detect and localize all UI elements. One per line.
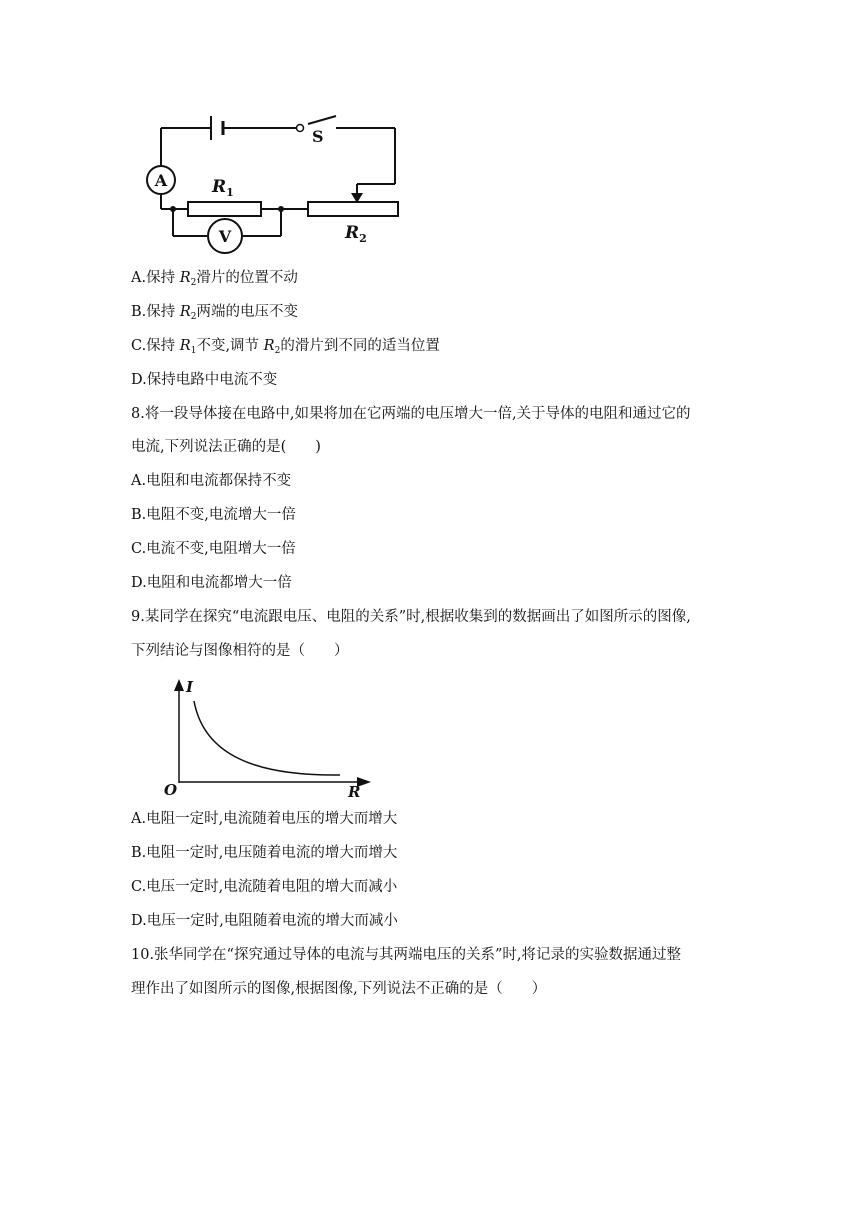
q9-option-c: C.电压一定时,电流随着电阻的增大而减小 bbox=[131, 879, 398, 895]
q9-stem-line1: 9.某同学在探究“电流跟电压、电阻的关系”时,根据收集到的数据画出了如图所示的图像, bbox=[131, 609, 691, 625]
q7-option-d: D.保持电路中电流不变 bbox=[131, 372, 278, 388]
origin-label: O bbox=[164, 781, 178, 799]
junction-dot bbox=[278, 206, 284, 212]
q8-option-b: B.电阻不变,电流增大一倍 bbox=[131, 507, 296, 523]
q8-stem-line2: 电流,下列说法正确的是( ) bbox=[131, 439, 321, 455]
y-axis-arrow bbox=[174, 679, 184, 691]
q9-stem-line2: 下列结论与图像相符的是（ ） bbox=[131, 643, 349, 659]
q8-option-c: C.电流不变,电阻增大一倍 bbox=[131, 541, 296, 557]
q10-stem-line1: 10.张华同学在“探究通过导体的电流与其两端电压的关系”时,将记录的实验数据通过整 bbox=[131, 947, 681, 963]
junction-dot bbox=[170, 206, 176, 212]
q9-option-b: B.电阻一定时,电压随着电流的增大而增大 bbox=[131, 845, 398, 861]
q8-option-a: A.电阻和电流都保持不变 bbox=[131, 473, 292, 489]
q9-option-d: D.电压一定时,电阻随着电流的增大而减小 bbox=[131, 913, 398, 929]
switch-contact bbox=[297, 125, 304, 132]
q7-option-a: A.保持 $R_2$滑片的位置不动 bbox=[131, 270, 298, 288]
switch-label: S bbox=[312, 127, 324, 146]
q7-option-b: B.保持 $R_2$两端的电压不变 bbox=[131, 304, 299, 322]
q10-stem-line2: 理作出了如图所示的图像,根据图像,下列说法不正确的是（ ） bbox=[131, 981, 547, 997]
ammeter-label: A bbox=[154, 171, 168, 190]
r2-label: $R_2$ bbox=[345, 223, 367, 245]
resistor-r1 bbox=[188, 202, 261, 216]
q9-option-a: A.电阻一定时,电流随着电压的增大而增大 bbox=[131, 811, 398, 827]
y-axis-label: I bbox=[186, 678, 194, 696]
x-axis-label: R bbox=[348, 783, 361, 801]
inverse-curve bbox=[194, 701, 340, 775]
circuit-diagram bbox=[0, 0, 860, 260]
r1-label: $R_1$ bbox=[212, 177, 234, 199]
q8-option-d: D.电阻和电流都增大一倍 bbox=[131, 575, 292, 591]
q7-option-c: C.保持 $R_1$不变,调节 $R_2$的滑片到不同的适当位置 bbox=[131, 338, 440, 356]
voltmeter-label: V bbox=[218, 227, 232, 246]
rheostat-r2 bbox=[308, 202, 398, 216]
q8-stem-line1: 8.将一段导体接在电路中,如果将加在它两端的电压增大一倍,关于导体的电阻和通过它的 bbox=[131, 406, 691, 422]
q9-graph bbox=[160, 675, 420, 805]
